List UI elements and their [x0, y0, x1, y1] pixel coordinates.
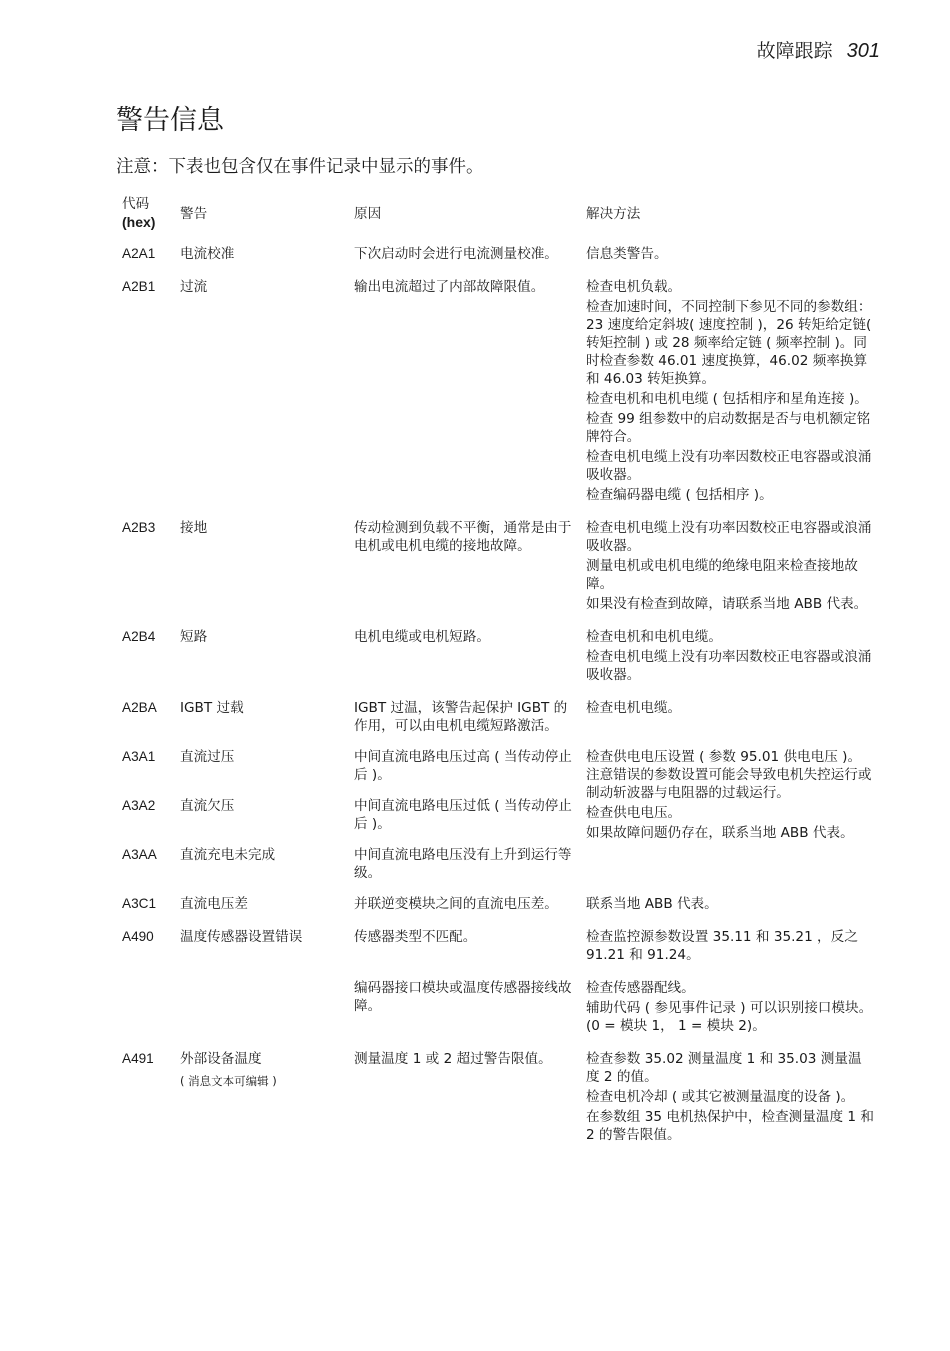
row-warning: 过流 [180, 279, 208, 295]
table-row [116, 1050, 880, 1159]
row-solution [580, 699, 880, 748]
solution-line: 在参数组 35 电机热保护中，检查测量温度 1 和 2 的警告限值。 [586, 1109, 874, 1143]
table-row [116, 979, 880, 1050]
solution-line: 检查电机电缆上没有功率因数校正电容器或浪涌吸收器。 [586, 449, 872, 483]
row-code: A3A2 [122, 798, 156, 813]
row-warning: IGBT 过载 [180, 700, 244, 716]
row-code: A3AA [122, 847, 157, 862]
section-title: 警告信息 [116, 105, 224, 136]
row-warning [174, 979, 348, 1050]
col-header-cause: 原因 [354, 206, 382, 222]
row-warning [174, 1050, 348, 1159]
solution-line: 检查电机电缆。 [586, 700, 682, 716]
solution-line: 检查电机冷却 ( 或其它被测量温度的设备 )。 [586, 1089, 855, 1105]
row-cause: 并联逆变模块之间的直流电压差。 [354, 896, 558, 912]
row-code: A2B4 [122, 629, 156, 644]
solution-line: 检查传感器配线。 [586, 980, 695, 996]
table-header-row [116, 195, 880, 245]
solution-line: 检查编码器电缆 ( 包括相序 )。 [586, 487, 773, 503]
row-code: A491 [122, 1051, 154, 1066]
row-solution [580, 278, 880, 519]
warning-label: 外部设备温度 [180, 1051, 262, 1067]
row-solution [580, 928, 880, 979]
solution-line: 检查电机和电机电缆。 [586, 629, 722, 645]
table-row [116, 278, 880, 519]
row-warning: 直流欠压 [180, 798, 235, 814]
row-warning: 直流充电未完成 [180, 847, 276, 863]
row-code: A2BA [122, 700, 157, 715]
table-row [116, 748, 880, 797]
row-code: A3C1 [122, 896, 157, 911]
solution-line: 如果没有检查到故障，请联系当地 ABB 代表。 [586, 596, 868, 612]
col-header-warning: 警告 [180, 206, 208, 222]
page-header [757, 36, 880, 63]
table-row [116, 245, 880, 278]
row-cause: 传感器类型不匹配。 [354, 929, 477, 945]
page-number: 301 [846, 40, 880, 62]
row-cause: 中间直流电路电压过高 ( 当传动停止后 )。 [354, 749, 572, 783]
col-header-code [116, 195, 174, 245]
row-warning: 温度传感器设置错误 [180, 929, 303, 945]
warning-note: ( 消息文本可编辑 ) [180, 1074, 277, 1088]
solution-line: 检查供电电压设置 ( 参数 95.01 供电电压 )。注意错误的参数设置可能会导致电机失控运行或制动斩波器与电阻器的过载运行。 [586, 749, 872, 801]
row-solution [580, 979, 880, 1050]
solution-line: 检查电机电缆上没有功率因数校正电容器或浪涌吸收器。 [586, 520, 872, 554]
table-row [116, 895, 880, 928]
col-header-solution: 解决方法 [586, 206, 641, 222]
solution-line: 检查供电电压。 [586, 805, 682, 821]
row-warning: 直流过压 [180, 749, 235, 765]
row-solution [580, 1050, 880, 1159]
col-header-code-hex: (hex) [122, 214, 156, 230]
row-code: A3A1 [122, 749, 156, 764]
row-solution [580, 245, 880, 278]
solution-line: 信息类警告。 [586, 246, 668, 262]
solution-line: 如果故障问题仍存在，联系当地 ABB 代表。 [586, 825, 854, 841]
row-cause: 下次启动时会进行电流测量校准。 [354, 246, 558, 262]
row-solution [580, 895, 880, 928]
row-code [116, 979, 174, 1050]
solution-line: 测量电机或电机电缆的绝缘电阻来检查接地故障。 [586, 558, 858, 592]
row-code: A2B3 [122, 520, 156, 535]
row-cause: 中间直流电路电压没有上升到运行等级。 [354, 847, 572, 881]
solution-line: 检查电机电缆上没有功率因数校正电容器或浪涌吸收器。 [586, 649, 872, 683]
solution-line: 检查加速时间，不同控制下参见不同的参数组：23 速度给定斜坡( 速度控制 )，26 转矩给定链( 转矩控制 ) 或 28 频率给定链 ( 频率控制 )。同时检查参数 46.01 速度换算，46.02 频率换算和 46.03 转矩换算。 [586, 299, 872, 387]
chapter-title: 故障跟踪 [756, 40, 833, 62]
row-solution [580, 748, 880, 895]
solution-line: 辅助代码 ( 参见事件记录 ) 可以识别接口模块。(0 = 模块 1， 1 = 模块 2)。 [586, 1000, 873, 1034]
row-solution [580, 519, 880, 628]
note-text: 注意：下表也包含仅在事件记录中显示的事件。 [116, 157, 484, 177]
solution-line: 检查电机负载。 [586, 279, 682, 295]
col-header-code-label: 代码 [122, 196, 150, 212]
table-row [116, 628, 880, 699]
row-warning: 电流校准 [180, 246, 235, 262]
row-cause: 输出电流超过了内部故障限值。 [354, 279, 545, 295]
row-cause: IGBT 过温，该警告起保护 IGBT 的作用，可以由电机电缆短路激活。 [354, 700, 568, 734]
solution-line: 检查电机和电机电缆 ( 包括相序和星角连接 )。 [586, 391, 868, 407]
warning-table [116, 195, 880, 1159]
row-cause: 中间直流电路电压过低 ( 当传动停止后 )。 [354, 798, 572, 832]
row-warning: 短路 [180, 629, 208, 645]
solution-line: 检查监控源参数设置 35.11 和 35.21 ，反之 91.21 和 91.24。 [586, 929, 858, 963]
solution-line: 检查参数 35.02 测量温度 1 和 35.03 测量温度 2 的值。 [586, 1051, 862, 1085]
table-row [116, 699, 880, 748]
table-row [116, 519, 880, 628]
row-warning: 直流电压差 [180, 896, 248, 912]
table-row [116, 928, 880, 979]
row-warning: 接地 [180, 520, 208, 536]
solution-line: 联系当地 ABB 代表。 [586, 896, 718, 912]
row-cause: 电机电缆或电机短路。 [354, 629, 490, 645]
row-code: A2A1 [122, 246, 156, 261]
row-cause: 编码器接口模块或温度传感器接线故障。 [354, 980, 572, 1014]
row-cause: 传动检测到负载不平衡，通常是由于电机或电机电缆的接地故障。 [354, 520, 572, 554]
row-solution [580, 628, 880, 699]
row-code: A490 [122, 929, 154, 944]
row-cause: 测量温度 1 或 2 超过警告限值。 [354, 1051, 552, 1067]
solution-line: 检查 99 组参数中的启动数据是否与电机额定铭牌符合。 [586, 411, 871, 445]
row-code: A2B1 [122, 279, 156, 294]
